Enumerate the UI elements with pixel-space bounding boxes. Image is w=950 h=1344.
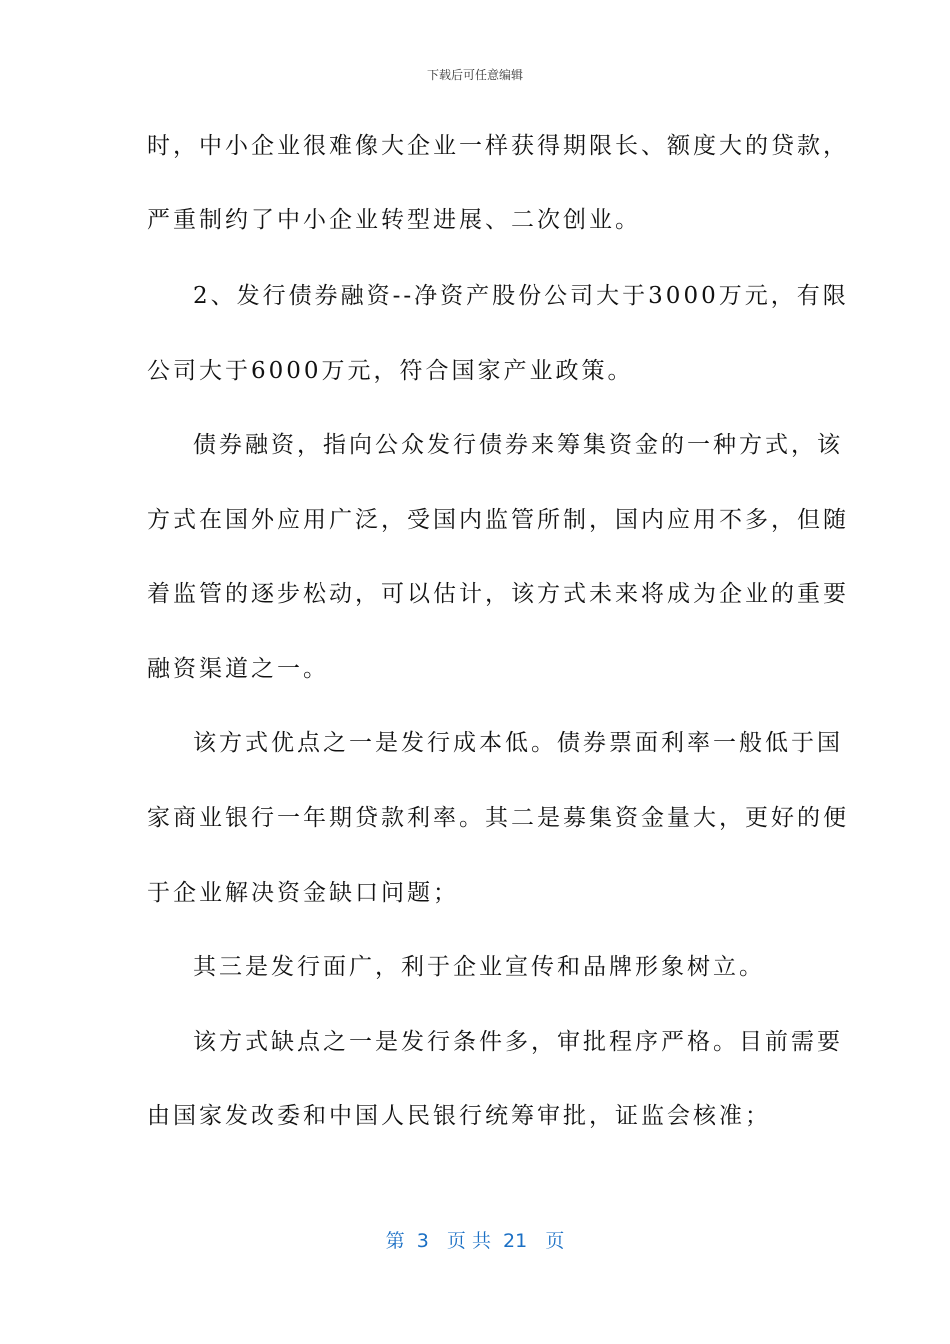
body-line: 其三是发行面广，利于企业宣传和品牌形象树立。 (193, 954, 765, 980)
body-line: 融资渠道之一。 (147, 656, 329, 682)
body-line: 着监管的逐步松动，可以估计，该方式未来将成为企业的重要 (147, 581, 849, 607)
body-line: 2、发行债券融资--净资产股份公司大于3000万元，有限 (193, 283, 849, 309)
page-number-footer: 第 3 页 共 21 页 (385, 1230, 565, 1252)
body-line: 严重制约了中小企业转型进展、二次创业。 (147, 207, 641, 233)
body-line: 债券融资，指向公众发行债券来筹集资金的一种方式，该 (193, 432, 843, 458)
body-line: 方式在国外应用广泛，受国内监管所制，国内应用不多，但随 (147, 507, 849, 533)
body-line: 该方式优点之一是发行成本低。债券票面利率一般低于国 (193, 730, 843, 756)
body-line: 时，中小企业很难像大企业一样获得期限长、额度大的贷款， (147, 133, 849, 159)
page-header: 下载后可任意编辑 (426, 68, 523, 82)
body-line: 于企业解决资金缺口问题； (147, 880, 459, 906)
body-line: 由国家发改委和中国人民银行统筹审批，证监会核准； (147, 1103, 771, 1129)
body-line: 家商业银行一年期贷款利率。其二是募集资金量大，更好的便 (147, 805, 849, 831)
body-line: 该方式缺点之一是发行条件多，审批程序严格。目前需要 (193, 1029, 843, 1055)
body-line: 公司大于6000万元，符合国家产业政策。 (147, 358, 634, 384)
